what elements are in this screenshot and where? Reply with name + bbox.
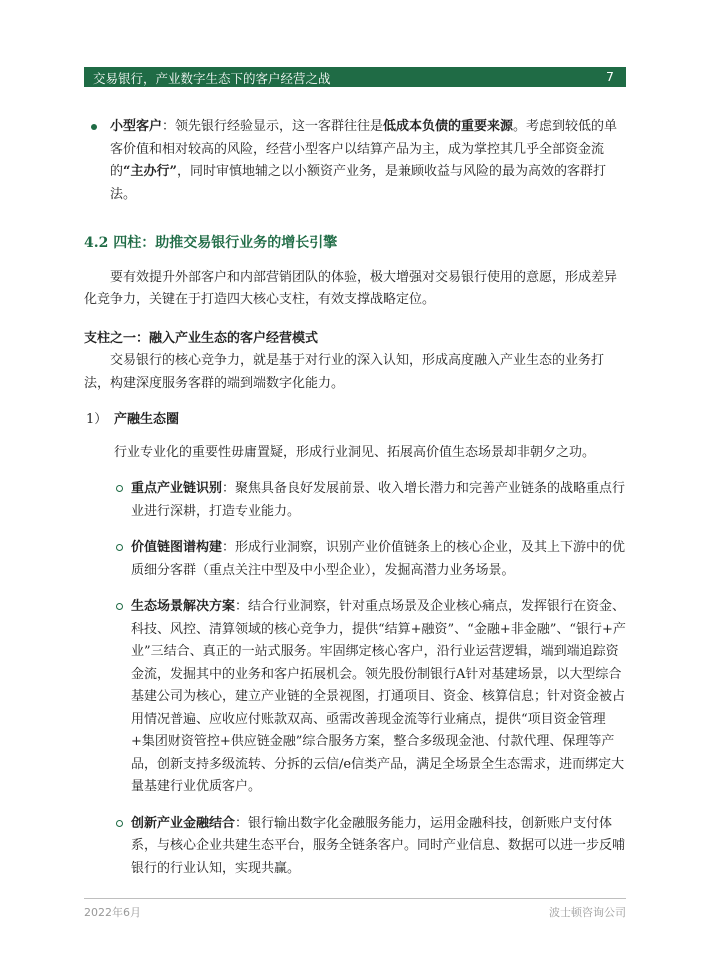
item-label: 生态场景解决方案 (131, 599, 236, 614)
sub-item-list (84, 478, 626, 880)
running-header (84, 67, 626, 87)
bullet-label: 小型客户 (110, 119, 163, 134)
bullet-text-b: 。考虑到较低的单客价值和相对较高的风险，经营小型客户以结算产品为主，成为掌控其几乎全部资金流的 (110, 119, 618, 179)
bullet-small-clients-text (110, 116, 626, 206)
circle-bullet-icon (116, 485, 123, 492)
section-heading: 4.2 四柱：助推交易银行业务的增长引擎 (84, 235, 338, 251)
subsection-intro: 行业专业化的重要性毋庸置疑，形成行业洞见、拓展高价值生态场景却非朝夕之功。 (114, 444, 596, 460)
circle-bullet-icon (116, 820, 123, 827)
bullet-text-a: ：领先银行经验显示，这一客群往往是 (162, 119, 384, 134)
bullet-quote: “主办行” (123, 164, 177, 179)
subsection-heading (84, 409, 626, 432)
subsection-number: 1） (86, 412, 108, 427)
circle-bullet-icon (116, 544, 123, 551)
bullet-small-clients (84, 116, 626, 206)
footer-date: 2022年6月 (84, 906, 141, 919)
item-text: ：结合行业洞察，针对重点场景及企业核心痛点，发挥银行在资金、科技、风控、清算领域的核心竞争力，提供“结算+融资”、“金融+非金融”、“银行+产业”三结合、真正的一站式服务。牢固绑定核心客户，沿行业运营逻辑，端到端追踪资金流，发掘其中的业务和客户拓展机会。领先股份制银行A针对基建场景，以大型综合基建公司为核心，建立产业链的全景视图，打通项目、资金、核算信息；针对资金被占用情况普遍、应收应付账款双高、亟需改善现金流等行业痛点，提供“项目资金管理+集团财资管控+供应链金融”综合服务方案，整合多级现金池、付款代理、保理等产品，创新支持多级流转、分拆的云信/e信类产品，满足全场景全生态需求，进而绑定大量基建行业优质客户。 (131, 599, 626, 794)
page-number: 7 (606, 69, 614, 84)
subsection-title: 产融生态圈 (114, 412, 180, 427)
item-text: ：银行输出数字化金融服务能力，运用金融科技，创新账户支付体系，与核心企业共建生态平台，服务全链条客户。同时产业信息、数据可以进一步反哺银行的行业认知，实现共赢。 (131, 815, 626, 876)
item-label: 创新产业金融结合 (131, 815, 236, 831)
bullet-dot-icon (91, 124, 97, 130)
item-label: 重点产业链识别 (131, 481, 223, 496)
item-text: ：形成行业洞察，识别产业价值链条上的核心企业，及其上下游中的优质细分客群（重点关注中型及中小型企业），发掘高潜力业务场景。 (131, 540, 626, 578)
footer-divider (84, 898, 626, 899)
list-item (84, 596, 626, 799)
list-item (84, 813, 626, 881)
page-content (84, 116, 626, 880)
circle-bullet-icon (116, 603, 123, 610)
item-text: ：聚焦具备良好发展前景、收入增长潜力和完善产业链条的战略重点行业进行深耕，打造专业能力。 (131, 481, 626, 519)
item-label: 价值链图谱构建 (131, 540, 223, 555)
pillar-heading: 支柱之一：融入产业生态的客户经营模式 (84, 330, 319, 346)
footer-company: 波士顿咨询公司 (549, 906, 626, 919)
list-item (84, 537, 626, 582)
header-title: 交易银行，产业数字生态下的客户经营之战 (93, 71, 331, 86)
list-item (84, 478, 626, 523)
section-intro: 要有效提升外部客户和内部营销团队的体验，极大增强对交易银行使用的意愿，形成差异化竞争力，关键在于打造四大核心支柱，有效支撑战略定位。 (84, 269, 618, 307)
pillar-text: 交易银行的核心竞争力，就是基于对行业的深入认知，形成高度融入产业生态的业务打法，构建深度服务客群的端到端数字化能力。 (84, 353, 605, 391)
bullet-emphasis: 低成本负债的重要来源 (383, 119, 514, 134)
bullet-text-c: ，同时审慎地辅之以小额资产业务，是兼顾收益与风险的最为高效的客群打法。 (110, 164, 606, 202)
